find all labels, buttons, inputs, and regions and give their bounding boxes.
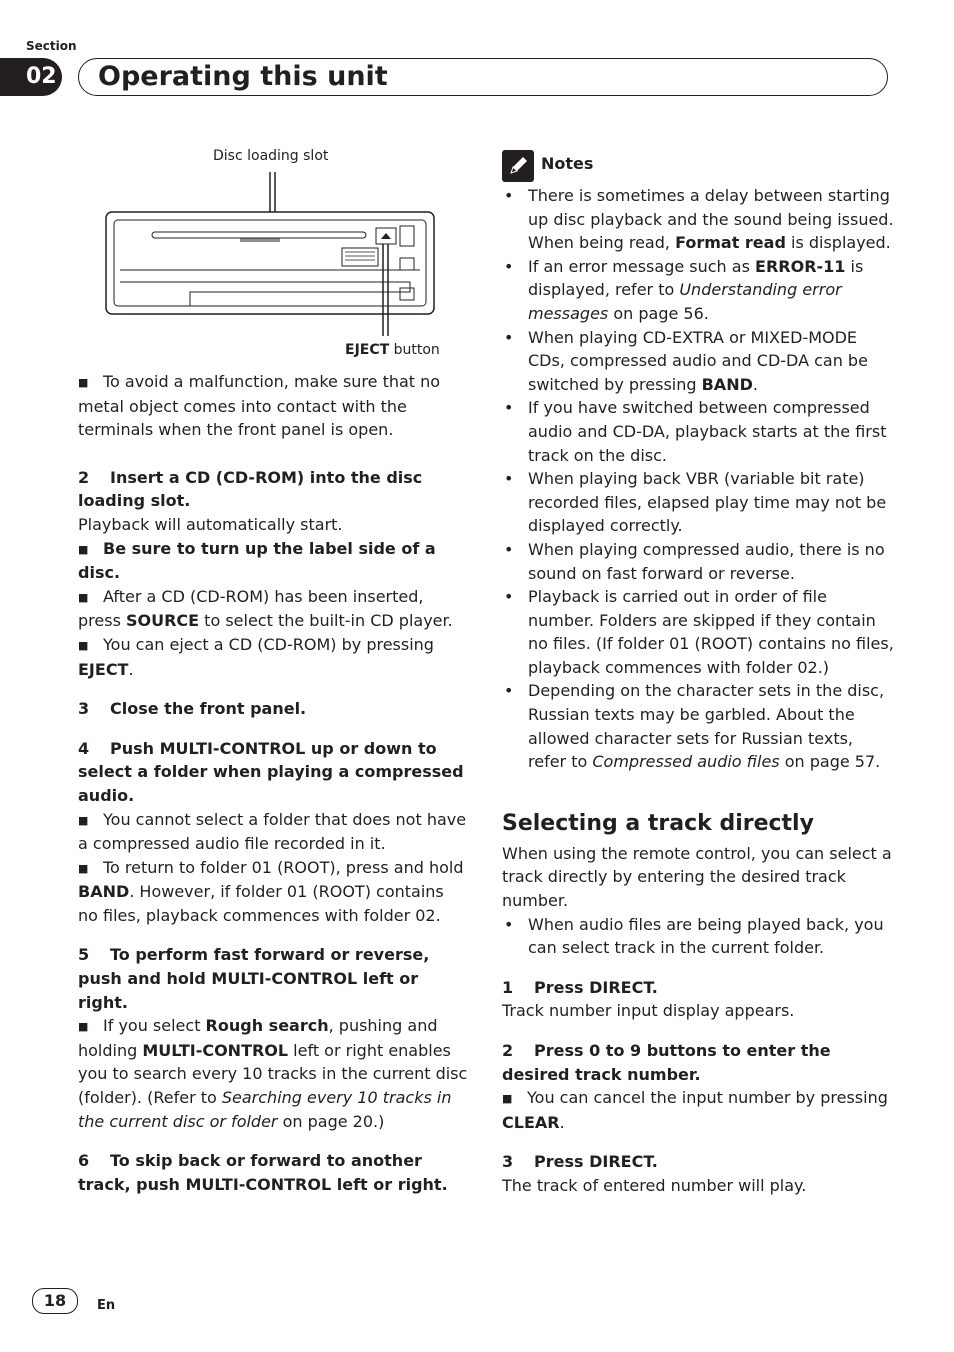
direct-step-3-body: The track of entered number will play. [502,1175,807,1195]
note-item: • Playback is carried out in order of file number. Folders are skipped if they contain no files. (If folder 01 (ROOT) contains no files, playback commences with folder 02.) [502,585,894,679]
disc-slot-callout: Disc loading slot [213,148,329,164]
direct-step-2-bullet: ■ You can cancel the input number by pressing CLEAR. [502,1088,888,1132]
front-panel-illustration [100,140,440,360]
square-bullet-icon: ■ [78,1020,89,1034]
square-bullet-icon: ■ [78,638,89,652]
panel-caution: ■ To avoid a malfunction, make sure that no metal object comes into contact with the terminals when the front panel is open. [78,372,441,440]
note-item: • If an error message such as ERROR-11 is displayed, refer to Understanding error messages on page 56. [502,255,894,326]
page-number: 18 [32,1288,78,1314]
notes-label: Notes [541,154,594,173]
section-heading: Selecting a track directly [502,810,814,836]
notes-pencil-icon [502,150,534,182]
right-column [502,150,894,1198]
square-bullet-icon: ■ [78,542,89,556]
section-number-tab: 02 [0,58,62,96]
selecting-bullet: • When audio files are being played back, you can select track in the current folder. [502,913,894,960]
direct-step-1-body: Track number input display appears. [502,1001,795,1021]
cd-player-figure [100,140,440,360]
notes-header [502,150,894,180]
left-column [78,370,468,1196]
step-4-title: 4 Push MULTI-CONTROL up or down to select a folder when playing a compressed audio. [78,738,464,805]
note-item: • When playing back VBR (variable bit rate) recorded files, elapsed play time may not be displayed correctly. [502,467,894,538]
direct-step-3-title: 3 Press DIRECT. [502,1152,658,1172]
square-bullet-icon: ■ [502,1092,513,1106]
step-2-bullet-2: ■ After a CD (CD-ROM) has been inserted, press SOURCE to select the built-in CD player. [78,586,453,631]
square-bullet-icon: ■ [78,590,89,604]
step-3-title: 3 Close the front panel. [78,699,307,719]
step-5-title: 5 To perform fast forward or reverse, push and hold MULTI-CONTROL left or right. [78,945,430,1012]
note-item: • When playing CD-EXTRA or MIXED-MODE CDs, compressed audio and CD-DA can be switched by pressing BAND. [502,326,894,397]
page-title: Operating this unit [98,61,388,92]
step-6-title: 6 To skip back or forward to another track, push MULTI-CONTROL left or right. [78,1151,448,1194]
section-label: Section [26,39,77,53]
square-bullet-icon: ■ [78,376,89,389]
direct-step-1-title: 1 Press DIRECT. [502,977,658,997]
selecting-intro: When using the remote control, you can select a track directly by entering the desired track number. [502,843,892,911]
step-2-bullet-1: ■ Be sure to turn up the label side of a disc. [78,538,436,583]
step-4-bullet-2: ■ To return to folder 01 (ROOT), press and hold BAND. However, if folder 01 (ROOT) contains no files, playback commences with folder 02. [78,857,464,925]
direct-step-2-title: 2 Press 0 to 9 buttons to enter the desired track number. [502,1041,831,1084]
note-item: • When playing compressed audio, there is no sound on fast forward or reverse. [502,538,894,585]
step-2-bullet-3: ■ You can eject a CD (CD-ROM) by pressing EJECT. [78,634,434,679]
step-4-bullet-1: ■ You cannot select a folder that does not have a compressed audio file recorded in it. [78,809,467,854]
note-item: • If you have switched between compressed audio and CD-DA, playback starts at the first track on the disc. [502,396,894,467]
note-item: • Depending on the character sets in the disc, Russian texts may be garbled. About the allowed character sets for Russian texts, refer to Compressed audio files on page 57. [502,679,894,773]
note-item: • There is sometimes a delay between starting up disc playback and the sound being issued. When being read, Format read is displayed. [502,184,894,255]
step-2-body: Playback will automatically start. [78,514,343,534]
square-bullet-icon: ■ [78,861,89,875]
eject-button-callout: EJECT button [345,342,440,358]
language-code: En [97,1298,116,1313]
step-2-title: 2 Insert a CD (CD-ROM) into the disc loading slot. [78,467,423,511]
step-5-bullet-1: ■ If you select Rough search, pushing and holding MULTI-CONTROL left or right enables you to search every 10 tracks in the current disc (folder). (Refer to Searching every 10 tracks in the current disc or folder on page 20.) [78,1016,468,1131]
square-bullet-icon: ■ [78,813,89,827]
